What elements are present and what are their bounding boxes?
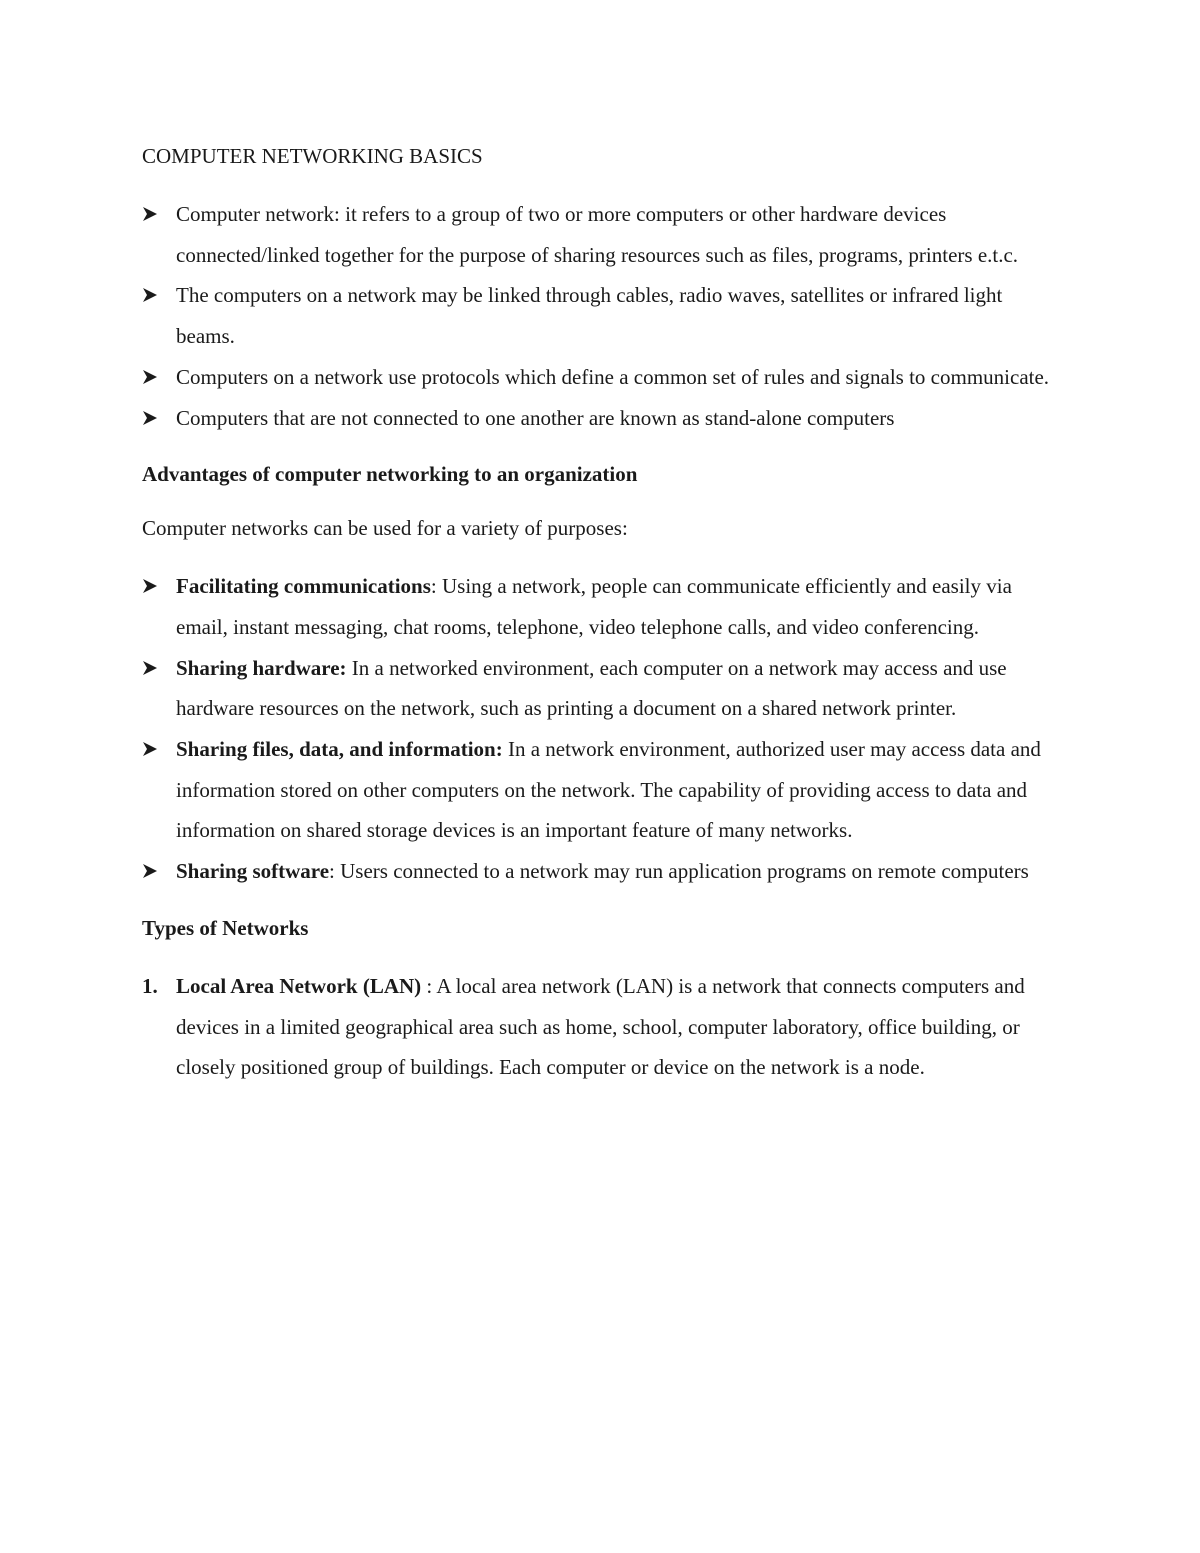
document-page bbox=[142, 140, 1062, 1088]
advantage-text: In a networked environment, each computer on a network may access and use hardware resources on the network, such as printing a document on a shared network printer. bbox=[176, 655, 1007, 721]
bullet-text: Computer network: it refers to a group of two or more computers or other hardware devices connected/linked together for the purpose of sharing resources such as files, programs, printers e.t.c. bbox=[176, 202, 1019, 267]
arrow-bullet-icon bbox=[142, 648, 162, 688]
list-number: 1. bbox=[142, 973, 158, 998]
document-title: COMPUTER NETWORKING BASICS bbox=[142, 144, 483, 168]
arrow-bullet-icon bbox=[142, 851, 162, 891]
bullet-text: Computers on a network use protocols which define a common set of rules and signals to communicate. bbox=[176, 364, 1050, 389]
list-item bbox=[142, 966, 1062, 1088]
advantages-list bbox=[142, 566, 1062, 892]
arrow-bullet-icon bbox=[142, 398, 162, 438]
advantage-term: Sharing hardware: bbox=[176, 655, 347, 680]
advantage-text: : Users connected to a network may run application programs on remote computers bbox=[329, 859, 1029, 884]
bullet-text: Computers that are not connected to one another are known as stand-alone computers bbox=[176, 405, 895, 430]
list-item bbox=[142, 729, 1062, 851]
type-term: Local Area Network (LAN) bbox=[176, 973, 422, 998]
advantage-term: Sharing software bbox=[176, 859, 330, 884]
list-item bbox=[142, 275, 1062, 356]
types-list bbox=[142, 966, 1062, 1088]
advantage-term: Facilitating communications bbox=[176, 574, 431, 599]
advantage-term: Sharing files, data, and information: bbox=[176, 737, 503, 762]
intro-bullet-list bbox=[142, 194, 1062, 438]
list-item bbox=[142, 398, 1062, 439]
arrow-bullet-icon bbox=[142, 566, 162, 606]
arrow-bullet-icon bbox=[142, 194, 162, 234]
list-item bbox=[142, 566, 1062, 647]
arrow-bullet-icon bbox=[142, 357, 162, 397]
arrow-bullet-icon bbox=[142, 275, 162, 315]
list-item bbox=[142, 648, 1062, 729]
advantages-heading: Advantages of computer networking to an organization bbox=[142, 462, 638, 487]
advantages-intro: Computer networks can be used for a variety of purposes: bbox=[142, 516, 628, 541]
advantage-text: In a network environment, authorized user may access data and information stored on other computers on the network. The capability of providing access to data and information on shared storage devices is an important feature of many networks. bbox=[176, 737, 1041, 843]
types-heading: Types of Networks bbox=[142, 915, 309, 940]
list-item bbox=[142, 357, 1062, 398]
list-item bbox=[142, 194, 1062, 275]
list-item bbox=[142, 851, 1062, 892]
arrow-bullet-icon bbox=[142, 729, 162, 769]
advantage-text: : Using a network, people can communicate efficiently and easily via email, instant messaging, chat rooms, telephone, video telephone calls, and video conferencing. bbox=[176, 574, 1012, 639]
bullet-text: The computers on a network may be linked through cables, radio waves, satellites or infrared light beams. bbox=[176, 283, 1003, 349]
type-text: : A local area network (LAN) is a network that connects computers and devices in a limited geographical area such as home, school, computer laboratory, office building, or closely positioned group of buildings. Each computer or device on the network is a node. bbox=[176, 973, 1025, 1080]
